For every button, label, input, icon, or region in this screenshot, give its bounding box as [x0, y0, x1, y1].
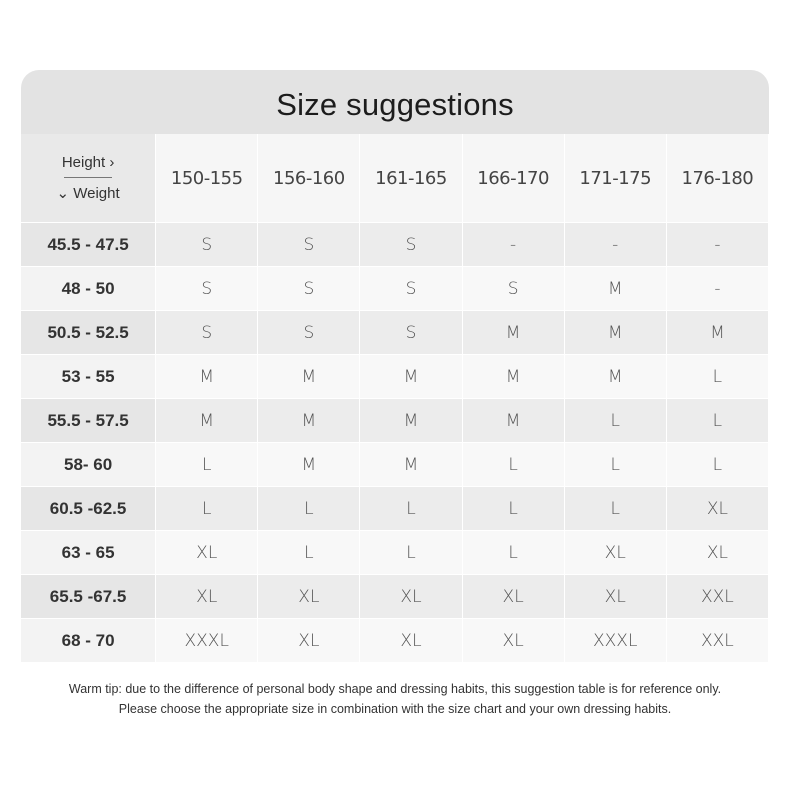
size-cell: S	[156, 311, 258, 355]
height-header: 150-155	[156, 134, 258, 223]
size-cell: XL	[667, 487, 769, 531]
weight-axis-label	[57, 184, 120, 202]
size-cell: M	[565, 267, 667, 311]
height-header: 161-165	[360, 134, 462, 223]
size-cell: L	[565, 487, 667, 531]
size-cell: M	[565, 311, 667, 355]
table-row	[21, 355, 769, 399]
weight-cell: 55.5 - 57.5	[21, 399, 156, 443]
size-cell: XL	[258, 575, 360, 619]
weight-cell: 63 - 65	[21, 531, 156, 575]
table-row	[21, 399, 769, 443]
divider	[64, 177, 112, 178]
warm-tip	[0, 679, 790, 719]
size-cell: S	[360, 311, 462, 355]
height-axis-label	[62, 154, 115, 175]
weight-cell: 58- 60	[21, 443, 156, 487]
table-row	[21, 619, 769, 663]
size-cell: XL	[156, 575, 258, 619]
corner-header	[21, 134, 156, 223]
size-cell: XXXL	[565, 619, 667, 663]
height-header: 166-170	[463, 134, 565, 223]
size-cell: -	[667, 223, 769, 267]
size-cell: M	[258, 399, 360, 443]
size-cell: S	[258, 311, 360, 355]
page-title: Size suggestions	[276, 87, 514, 122]
table-row	[21, 223, 769, 267]
table-row	[21, 443, 769, 487]
size-cell: S	[258, 267, 360, 311]
size-cell: M	[463, 399, 565, 443]
size-cell: L	[463, 531, 565, 575]
table-row	[21, 267, 769, 311]
title-bar	[21, 70, 769, 134]
height-header: 171-175	[565, 134, 667, 223]
table-row	[21, 311, 769, 355]
table-row	[21, 531, 769, 575]
size-cell: L	[667, 399, 769, 443]
size-cell: S	[258, 223, 360, 267]
size-cell: -	[667, 267, 769, 311]
size-cell: M	[360, 399, 462, 443]
chevron-down-icon: ⌄	[56, 185, 70, 202]
size-cell: M	[360, 443, 462, 487]
size-cell: L	[463, 487, 565, 531]
size-cell: XL	[565, 531, 667, 575]
size-cell: M	[360, 355, 462, 399]
size-cell: XXXL	[156, 619, 258, 663]
height-header: 156-160	[258, 134, 360, 223]
size-cell: S	[156, 267, 258, 311]
size-cell: L	[360, 487, 462, 531]
size-cell: XL	[258, 619, 360, 663]
size-cell: L	[463, 443, 565, 487]
size-cell: XXL	[667, 575, 769, 619]
size-cell: L	[156, 443, 258, 487]
header-row	[21, 134, 769, 223]
size-cell: L	[667, 443, 769, 487]
size-cell: XL	[360, 575, 462, 619]
size-table	[21, 134, 769, 663]
size-cell: M	[463, 311, 565, 355]
size-cell: L	[565, 443, 667, 487]
size-cell: M	[156, 355, 258, 399]
size-cell: XL	[156, 531, 258, 575]
size-cell: -	[565, 223, 667, 267]
size-cell: XXL	[667, 619, 769, 663]
size-cell: S	[360, 223, 462, 267]
size-cell: L	[360, 531, 462, 575]
size-cell: L	[667, 355, 769, 399]
size-cell: L	[258, 531, 360, 575]
weight-cell: 68 - 70	[21, 619, 156, 663]
size-cell: S	[156, 223, 258, 267]
table-body	[21, 223, 769, 663]
size-cell: -	[463, 223, 565, 267]
size-cell: XL	[565, 575, 667, 619]
weight-cell: 60.5 -62.5	[21, 487, 156, 531]
size-cell: S	[463, 267, 565, 311]
size-cell: M	[258, 355, 360, 399]
weight-cell: 50.5 - 52.5	[21, 311, 156, 355]
size-cell: S	[360, 267, 462, 311]
weight-cell: 45.5 - 47.5	[21, 223, 156, 267]
size-cell: M	[156, 399, 258, 443]
chevron-right-icon: ›	[109, 154, 115, 171]
table-row	[21, 487, 769, 531]
size-cell: L	[156, 487, 258, 531]
size-cell: L	[258, 487, 360, 531]
size-cell: XL	[667, 531, 769, 575]
size-cell: M	[565, 355, 667, 399]
table-row	[21, 575, 769, 619]
size-cell: M	[258, 443, 360, 487]
warm-tip-line-1: Warm tip: due to the difference of personal body shape and dressing habits, this suggestion table is for reference only.	[68, 682, 722, 696]
height-label: Height	[61, 154, 106, 171]
weight-label: Weight	[73, 185, 120, 202]
size-cell: XL	[463, 619, 565, 663]
warm-tip-line-2: Please choose the appropriate size in combination with the size chart and your own dressing habits.	[118, 702, 672, 716]
weight-cell: 48 - 50	[21, 267, 156, 311]
weight-cell: 53 - 55	[21, 355, 156, 399]
size-cell: XL	[463, 575, 565, 619]
size-cell: M	[463, 355, 565, 399]
size-suggestion-card	[21, 70, 769, 664]
size-cell: XL	[360, 619, 462, 663]
size-cell: L	[565, 399, 667, 443]
weight-cell: 65.5 -67.5	[21, 575, 156, 619]
height-header: 176-180	[667, 134, 769, 223]
size-cell: M	[667, 311, 769, 355]
